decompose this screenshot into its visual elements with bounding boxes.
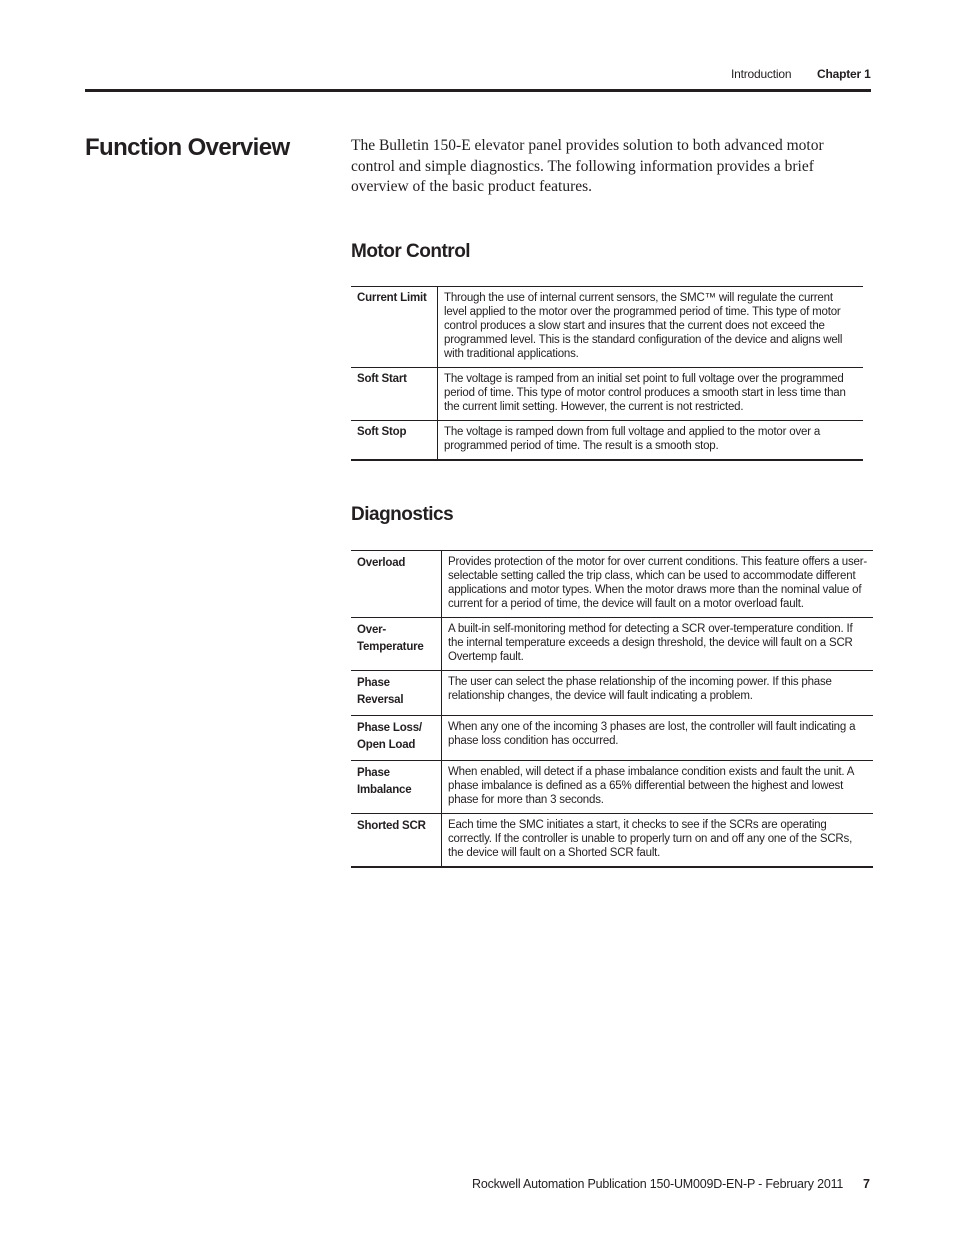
- running-header-chapter: Chapter 1: [817, 67, 871, 81]
- header-rule: [85, 89, 871, 92]
- feature-term: Soft Stop: [351, 421, 438, 461]
- intro-paragraph: The Bulletin 150-E elevator panel provides solution to both advanced motor control and simple diagnostics. The following information provides a brief overview of the basic product features.: [351, 137, 824, 195]
- motor-control-heading: Motor Control: [351, 241, 471, 262]
- feature-description: The voltage is ramped from an initial set point to full voltage over the programmed period of time. This type of motor control produces a smooth start in less time than the current limit setting. However, the current is not restricted.: [438, 368, 864, 421]
- feature-term: Soft Start: [351, 368, 438, 421]
- feature-description: A built-in self-monitoring method for detecting a SCR over-temperature condition. If the internal temperature exceeds a design threshold, the device will fault on a SCR Overtemp fault.: [442, 618, 874, 671]
- feature-term: Current Limit: [351, 287, 438, 368]
- feature-description: Through the use of internal current sensors, the SMC™ will regulate the current level applied to the motor over the programmed period of time. This type of motor control produces a slow start and insures that the current does not exceed the programmed level. This is the standard configuration of the device and aligns well with traditional applications.: [444, 292, 843, 360]
- section-title: Function Overview: [85, 134, 290, 161]
- feature-term: Phase Reversal: [351, 671, 442, 716]
- feature-description: When any one of the incoming 3 phases are lost, the controller will fault indicating a phase loss condition has occurred.: [442, 716, 874, 761]
- table-row: [351, 814, 873, 868]
- feature-term: Phase Loss/ Open Load: [351, 716, 442, 761]
- feature-description: When enabled, will detect if a phase imbalance condition exists and fault the unit. A phase imbalance is defined as a 65% differential between the highest and lowest phase for more than 3 seconds.: [442, 761, 874, 814]
- table-row: [351, 618, 873, 671]
- page-number: 7: [863, 1177, 870, 1191]
- feature-description: Provides protection of the motor for over current conditions. This feature offers a user-selectable setting called the trip class, which can be used to accommodate different applications and motor types. When the motor draws more than the nominal value of current for a period of time, the device will fault on a motor overload fault.: [448, 556, 867, 610]
- diagnostics-table: [351, 550, 873, 868]
- table-row: [351, 551, 873, 618]
- running-header-section: Introduction: [731, 67, 792, 81]
- motor-control-table: [351, 286, 863, 461]
- table-row: [351, 716, 873, 761]
- feature-term: Shorted SCR: [351, 814, 442, 868]
- table-row: [351, 368, 863, 421]
- feature-description: The user can select the phase relationship of the incoming power. If this phase relationship changes, the device will fault indicating a problem.: [442, 671, 874, 716]
- feature-description: The voltage is ramped down from full voltage and applied to the motor over a programmed period of time. The result is a smooth stop.: [438, 421, 864, 461]
- table-row: [351, 287, 863, 368]
- table-row: [351, 671, 873, 716]
- footer-publication: Rockwell Automation Publication 150-UM009D-EN-P - February 2011: [472, 1177, 844, 1191]
- feature-term: Phase Imbalance: [351, 761, 442, 814]
- diagnostics-heading: Diagnostics: [351, 504, 454, 525]
- feature-term: Over-Temperature: [351, 618, 442, 671]
- table-row: [351, 421, 863, 461]
- feature-term: Overload: [351, 551, 442, 618]
- feature-description: Each time the SMC initiates a start, it checks to see if the SCRs are operating correctly. If the controller is unable to properly turn on and off any one of the SCRs, the device will fault on a Shorted SCR fault.: [442, 814, 874, 868]
- table-row: [351, 761, 873, 814]
